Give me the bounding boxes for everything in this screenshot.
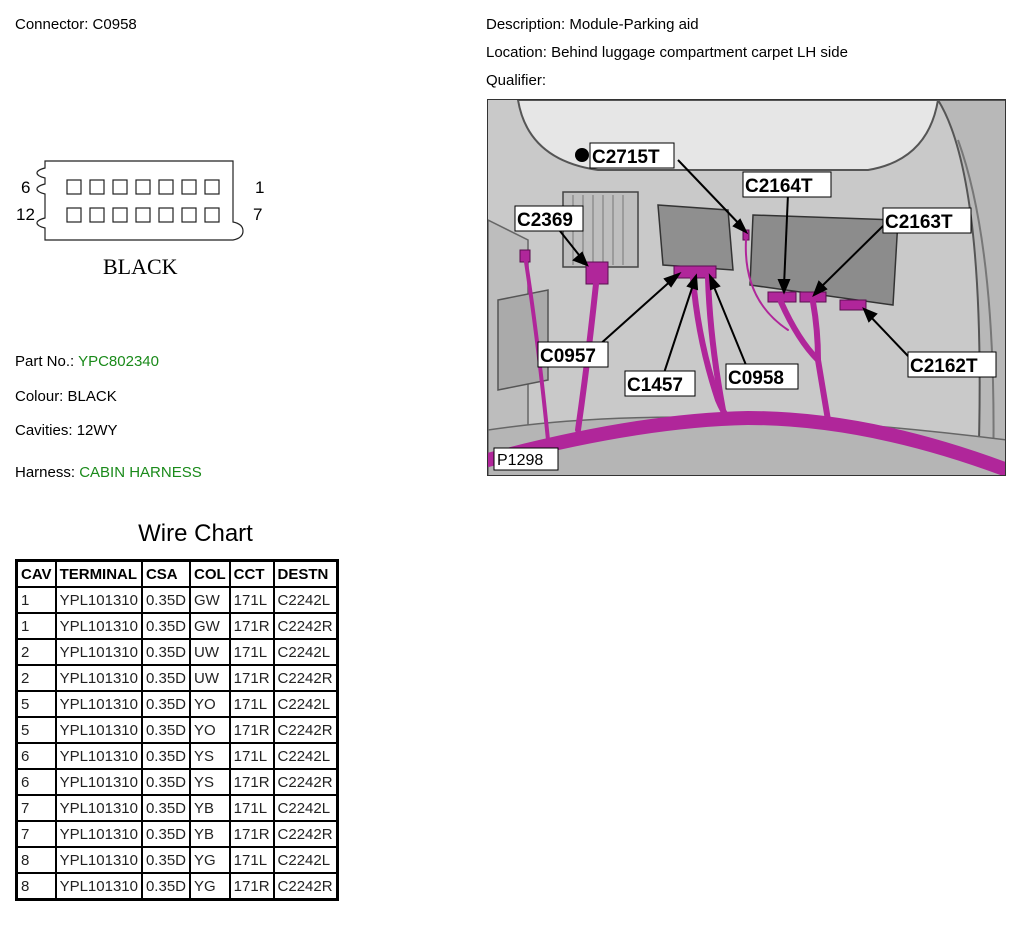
connector-label: Connector: [15, 16, 89, 33]
cell-terminal: YPL101310 [56, 639, 142, 665]
cell-cav: 7 [17, 821, 56, 847]
callout-c0957: C0957 [540, 346, 596, 367]
cell-col: GW [190, 613, 230, 639]
part-number-line [15, 353, 159, 370]
location-photo [487, 99, 1006, 476]
location-line [486, 44, 848, 61]
cell-cav: 5 [17, 691, 56, 717]
cell-csa: 0.35D [142, 769, 190, 795]
callout-c1457: C1457 [627, 375, 683, 396]
cell-destn: C2242L [274, 795, 338, 821]
location-value: Behind luggage compartment carpet LH side [551, 44, 848, 61]
cell-destn: C2242L [274, 639, 338, 665]
cell-cav: 6 [17, 769, 56, 795]
cell-cct: 171R [230, 665, 274, 691]
cell-destn: C2242L [274, 587, 338, 613]
pin-label-7: 7 [253, 205, 263, 224]
cell-cct: 171R [230, 821, 274, 847]
cell-csa: 0.35D [142, 821, 190, 847]
qualifier-line [486, 72, 546, 89]
cell-col: YB [190, 795, 230, 821]
callout-c2162t: C2162T [910, 356, 978, 377]
connector-line [15, 16, 137, 33]
table-row [17, 769, 338, 795]
cell-csa: 0.35D [142, 691, 190, 717]
table-row [17, 613, 338, 639]
diagram-colour-label: BLACK [103, 254, 178, 279]
pin-label-6: 6 [21, 178, 31, 197]
cell-csa: 0.35D [142, 795, 190, 821]
cell-destn: C2242R [274, 821, 338, 847]
cell-terminal: YPL101310 [56, 613, 142, 639]
cell-cav: 6 [17, 743, 56, 769]
cell-csa: 0.35D [142, 639, 190, 665]
cell-destn: C2242R [274, 717, 338, 743]
cell-col: GW [190, 587, 230, 613]
table-row [17, 691, 338, 717]
cell-csa: 0.35D [142, 665, 190, 691]
table-row [17, 795, 338, 821]
colour-label: Colour: [15, 388, 64, 405]
cell-cav: 2 [17, 639, 56, 665]
col-header-destn: DESTN [274, 561, 338, 588]
colour-value: BLACK [67, 388, 117, 405]
location-label: Location: [486, 44, 547, 61]
cell-terminal: YPL101310 [56, 665, 142, 691]
cell-destn: C2242L [274, 743, 338, 769]
qualifier-label: Qualifier: [486, 72, 547, 89]
table-row [17, 665, 338, 691]
callout-c2715t: C2715T [592, 147, 660, 168]
table-row [17, 873, 338, 900]
cell-cav: 8 [17, 873, 56, 900]
cell-terminal: YPL101310 [56, 847, 142, 873]
cell-terminal: YPL101310 [56, 795, 142, 821]
cavities-label: Cavities: [15, 422, 73, 439]
cell-cct: 171R [230, 873, 274, 900]
harness-value: CABIN HARNESS [79, 464, 202, 481]
table-row [17, 847, 338, 873]
cell-cct: 171L [230, 691, 274, 717]
c2715t-bullet-icon [575, 148, 589, 162]
cell-terminal: YPL101310 [56, 821, 142, 847]
cavities-line [15, 422, 118, 439]
cell-terminal: YPL101310 [56, 873, 142, 900]
cell-col: YS [190, 769, 230, 795]
colour-line [15, 388, 117, 405]
pin-row-bottom [67, 208, 219, 222]
part-number-value: YPC802340 [78, 353, 159, 370]
cell-cct: 171L [230, 639, 274, 665]
cell-col: YG [190, 873, 230, 900]
callout-c2369: C2369 [517, 210, 573, 231]
table-row [17, 743, 338, 769]
cell-csa: 0.35D [142, 847, 190, 873]
cell-cct: 171R [230, 613, 274, 639]
cell-destn: C2242R [274, 769, 338, 795]
cell-cct: 171L [230, 847, 274, 873]
cell-destn: C2242R [274, 873, 338, 900]
wire-chart-table [15, 559, 339, 901]
cell-col: YG [190, 847, 230, 873]
cell-csa: 0.35D [142, 613, 190, 639]
cell-destn: C2242R [274, 613, 338, 639]
callout-p1298: P1298 [497, 452, 544, 469]
pin-label-12: 12 [16, 205, 35, 224]
cell-cct: 171R [230, 717, 274, 743]
pin-label-1: 1 [255, 178, 265, 197]
callout-c0958: C0958 [728, 368, 784, 389]
connector-pinout-diagram [15, 158, 275, 288]
col-header-terminal: TERMINAL [56, 561, 142, 588]
description-label: Description: [486, 16, 566, 33]
cell-col: YO [190, 717, 230, 743]
cell-csa: 0.35D [142, 587, 190, 613]
cell-csa: 0.35D [142, 873, 190, 900]
cell-csa: 0.35D [142, 717, 190, 743]
cell-terminal: YPL101310 [56, 743, 142, 769]
wire-chart-title: Wire Chart [138, 520, 253, 547]
col-header-col: COL [190, 561, 230, 588]
harness-label: Harness: [15, 464, 76, 481]
cell-cav: 8 [17, 847, 56, 873]
table-row [17, 717, 338, 743]
cell-cav: 2 [17, 665, 56, 691]
callout-c2163t: C2163T [885, 212, 953, 233]
table-row [17, 639, 338, 665]
cell-cav: 7 [17, 795, 56, 821]
col-header-cct: CCT [230, 561, 274, 588]
cell-cct: 171R [230, 769, 274, 795]
harness-line [15, 464, 202, 481]
cell-csa: 0.35D [142, 743, 190, 769]
cell-col: YO [190, 691, 230, 717]
cavities-value: 12WY [76, 422, 118, 439]
cell-cct: 171L [230, 795, 274, 821]
description-line [486, 16, 699, 33]
col-header-cav: CAV [17, 561, 56, 588]
cell-destn: C2242R [274, 665, 338, 691]
table-row [17, 587, 338, 613]
cell-col: UW [190, 665, 230, 691]
pin-row-top [67, 180, 219, 194]
cell-terminal: YPL101310 [56, 769, 142, 795]
cell-cct: 171L [230, 743, 274, 769]
description-value: Module-Parking aid [569, 16, 699, 33]
wire-chart-header-row [17, 561, 338, 588]
location-illustration [488, 100, 1006, 476]
connector-value: C0958 [92, 16, 137, 33]
cell-destn: C2242L [274, 847, 338, 873]
part-number-label: Part No.: [15, 353, 75, 370]
cell-destn: C2242L [274, 691, 338, 717]
cell-col: UW [190, 639, 230, 665]
table-row [17, 821, 338, 847]
cell-cav: 1 [17, 613, 56, 639]
cell-terminal: YPL101310 [56, 717, 142, 743]
cell-terminal: YPL101310 [56, 691, 142, 717]
cell-cav: 5 [17, 717, 56, 743]
cell-cct: 171L [230, 587, 274, 613]
cell-col: YS [190, 743, 230, 769]
cell-terminal: YPL101310 [56, 587, 142, 613]
cell-col: YB [190, 821, 230, 847]
callout-c2164t: C2164T [745, 176, 813, 197]
cell-cav: 1 [17, 587, 56, 613]
col-header-csa: CSA [142, 561, 190, 588]
